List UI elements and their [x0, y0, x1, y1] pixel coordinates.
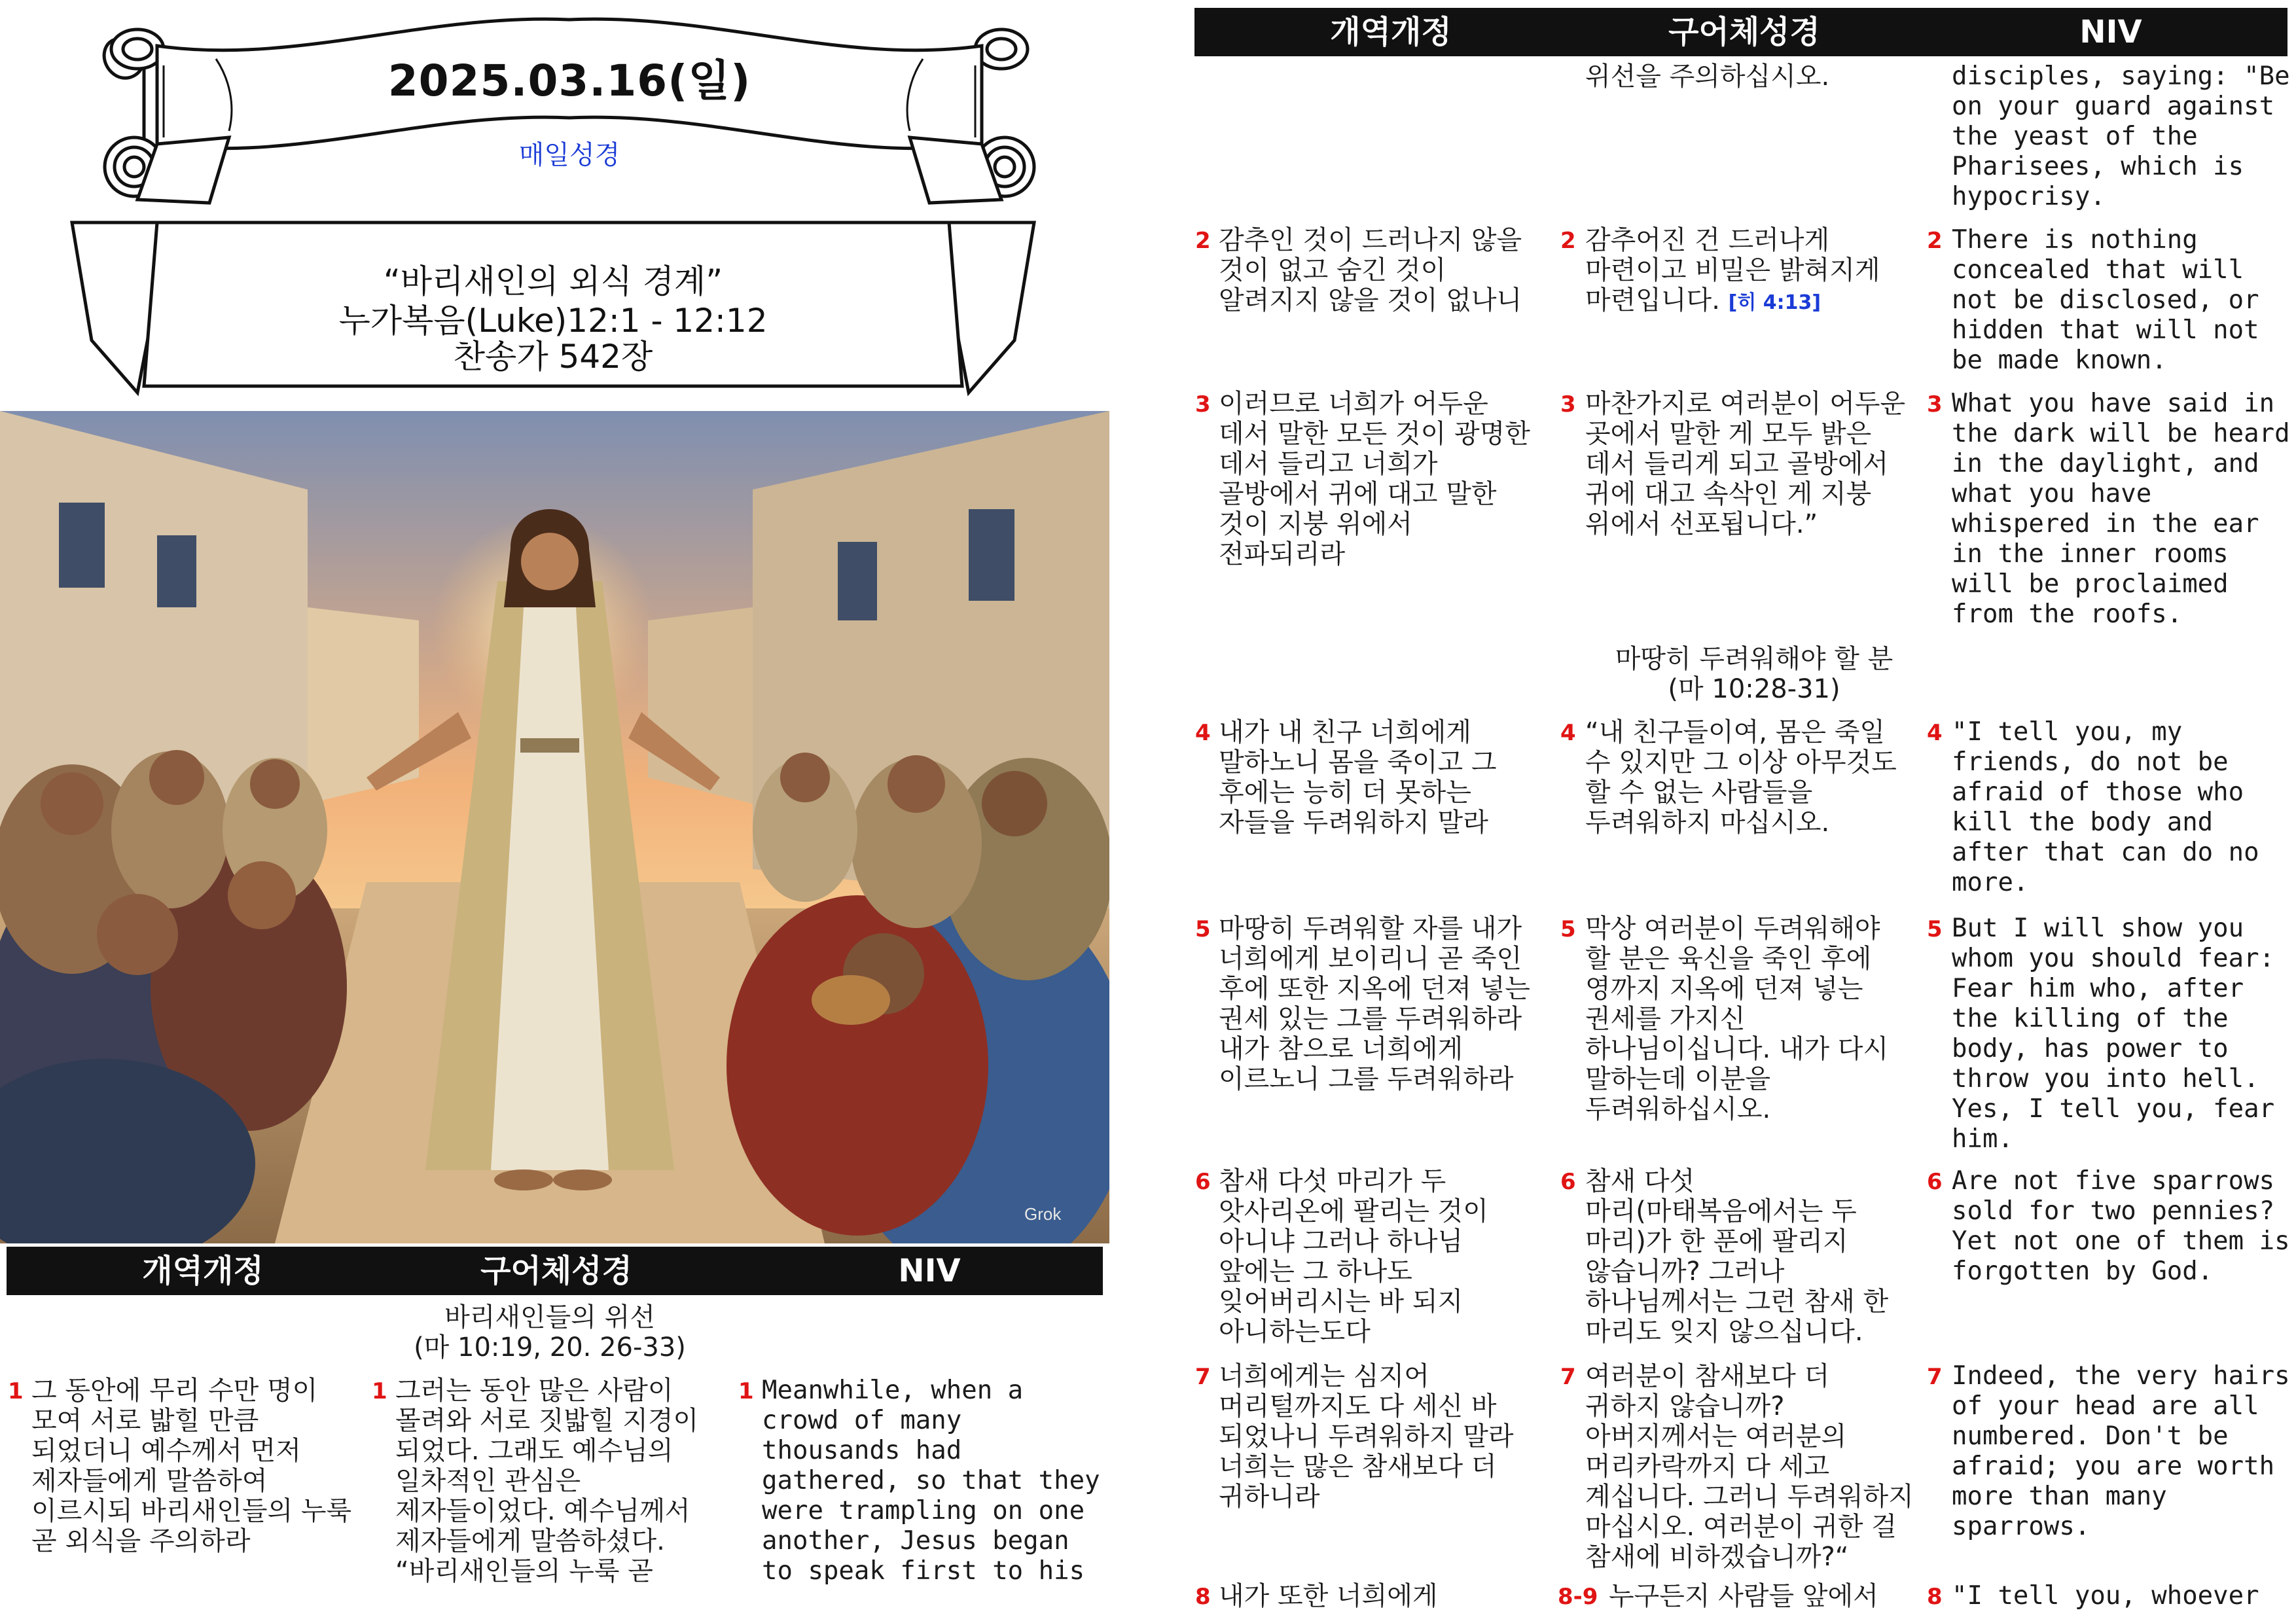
verse-kr: 너희에게는 심지어 머리털까지도 다 세신 바 되었나니 두려워하지 말라 너희는 많은 참새보다 더 귀하니라: [1219, 1361, 1514, 1512]
verse-number: 2: [1560, 228, 1576, 254]
verse-kr: 마땅히 두려워할 자를 내가 너희에게 보이리니 곧 죽인 후에 또한 지옥에 던져 넣는 권세 있는 그를 두려워하라 내가 참으로 너희에게 이르노니 그를 두려워하라: [1219, 914, 1530, 1094]
verse-niv: There is nothing concealed that will not be disclosed, or hidden that will not be made known.: [1952, 225, 2259, 375]
section-title: 바리새인들의 위선 (마 10:19, 20. 26-33): [414, 1302, 686, 1363]
column-header-niv: NIV: [2079, 14, 2142, 50]
brand-label: 매일성경: [518, 140, 620, 170]
verse-number: 1: [8, 1378, 24, 1404]
verse-number: 2: [1195, 228, 1211, 254]
verse-colloquial: 마찬가지로 여러분이 어두운 곳에서 말한 게 모두 밝은 데서 들리게 되고 골방에서 귀에 대고 속삭인 게 지붕 위에서 선포됩니다.”: [1585, 389, 1906, 539]
verse-niv: What you have said in the dark will be heard in the daylight, and what you have whispered in the ear in the inner rooms will be proclaimed from the roofs.: [1952, 389, 2290, 629]
verse-kr: 내가 내 친구 너희에게 말하노니 몸을 죽이고 그 후에는 능히 더 못하는 자들을 두려워하지 말라: [1219, 717, 1497, 838]
section-title: 마땅히 두려워해야 할 분 (마 10:28-31): [1615, 644, 1893, 704]
verse-colloquial-text: 감추어진 건 드러나게 마련이고 비밀은 밝혀지게 마련입니다.: [1585, 225, 1880, 315]
verse-colloquial: 누구든지 사람들 앞에서: [1609, 1581, 1878, 1611]
verse-number: 4: [1927, 720, 1943, 746]
verse-number: 8-9: [1558, 1584, 1598, 1610]
verse-number: 6: [1195, 1169, 1211, 1195]
verse-number: 6: [1560, 1169, 1576, 1195]
verse-number: 3: [1927, 391, 1943, 418]
verse-number: 8: [1195, 1584, 1211, 1610]
verse-colloquial: 위선을 주의하십시오.: [1585, 62, 1830, 92]
verse-number: 8: [1927, 1584, 1943, 1610]
verse-niv: Indeed, the very hairs of your head are all numbered. Don't be afraid; you are worth more than many sparrows.: [1952, 1361, 2290, 1541]
verse-number: 7: [1927, 1364, 1943, 1390]
verse-number: 5: [1195, 916, 1211, 942]
verse-colloquial: 여러분이 참새보다 더 귀하지 않습니까? 아버지께서는 여러분의 머리카락까지 다 세고 계십니다. 그러니 두려워하지 마십시오. 여러분이 귀한 걸 참새에 비하겠습니까?“: [1585, 1361, 1914, 1572]
verse-number: 4: [1560, 720, 1576, 746]
verse-colloquial: 그러는 동안 많은 사람이 몰려와 서로 짓밟힐 지경이 되었다. 그래도 예수님의 일차적인 관심은 제자들이었다. 예수님께서 제자들에게 말씀하셨다. “바리새인들의 누룩 곧: [395, 1376, 699, 1586]
verse-niv: But I will show you whom you should fear: Fear him who, after the killing of the body, has power to throw you into hell. Yes, I tell you, fear him.: [1952, 914, 2275, 1154]
verse-number: 6: [1927, 1169, 1943, 1195]
verse-colloquial: 막상 여러분이 두려워해야 할 분은 육신을 죽인 후에 영까지 지옥에 던져 넣는 권세를 가지신 하나님이십니다. 내가 다시 말하는데 이분을 두려워하십시오.: [1585, 914, 1889, 1124]
theme-line: “바리새인의 외식 경계”: [383, 262, 723, 300]
verse-number: 2: [1927, 228, 1943, 254]
verse-number: 5: [1927, 916, 1943, 942]
verse-niv: disciples, saying: "Be on your guard against the yeast of the Pharisees, which is hypocrisy.: [1952, 62, 2290, 211]
date-title: 2025.03.16(일): [387, 56, 751, 106]
cross-reference: [히 4:13]: [1728, 291, 1821, 314]
column-header-bar-right: [1194, 8, 2287, 56]
verse-niv: Meanwhile, when a crowd of many thousands had gathered, so that they were trampling on one another, Jesus began to speak first to his: [762, 1376, 1100, 1586]
verse-kr: 내가 또한 너희에게: [1219, 1581, 1438, 1611]
verse-number: 4: [1195, 720, 1211, 746]
column-header-colloquial: 구어체성경: [1668, 14, 1820, 50]
verse-number: 3: [1560, 391, 1576, 418]
jesus-teaching-illustration: [0, 411, 1109, 1243]
verse-number: 7: [1195, 1364, 1211, 1390]
verse-number: 3: [1195, 391, 1211, 418]
verse-kr: 그 동안에 무리 수만 명이 모여 서로 밟힐 만큼 되었더니 예수께서 먼저 제자들에게 말씀하여 이르시되 바리새인들의 누룩 곧 외식을 주의하라: [31, 1376, 352, 1556]
verse-number: 7: [1560, 1364, 1576, 1390]
verse-colloquial: “내 친구들이여, 몸은 죽일 수 있지만 그 이상 아무것도 할 수 없는 사람들을 두려워하지 마십시오.: [1585, 717, 1897, 838]
column-header-colloquial: 구어체성경: [480, 1253, 632, 1289]
verse-number: 1: [738, 1378, 754, 1404]
watermark-label: Grok: [1024, 1204, 1062, 1224]
verse-kr: 참새 다섯 마리가 두 앗사리온에 팔리는 것이 아니냐 그러나 하나님 앞에는 그 하나도 잊어버리시는 바 되지 아니하는도다: [1219, 1166, 1488, 1347]
hymn-line: 찬송가 542장: [453, 338, 653, 376]
column-header-kr: 개역개정: [142, 1253, 264, 1289]
column-header-kr: 개역개정: [1330, 14, 1452, 50]
verse-colloquial: [1585, 225, 1926, 318]
verse-kr: 이러므로 너희가 어두운 데서 말한 모든 것이 광명한 데서 들리고 너희가 골방에서 귀에 대고 말한 것이 지붕 위에서 전파되리라: [1219, 389, 1530, 569]
verse-niv: "I tell you, whoever: [1952, 1581, 2259, 1611]
passage-line: 누가복음(Luke)12:1 - 12:12: [338, 302, 768, 340]
verse-number: 1: [372, 1378, 387, 1404]
verse-niv: Are not five sparrows sold for two pennies? Yet not one of them is forgotten by God.: [1952, 1166, 2290, 1286]
verse-colloquial: 참새 다섯 마리(마태복음에서는 두 마리)가 한 푼에 팔리지 않습니까? 그러나 하나님께서는 그런 참새 한 마리도 잊지 않으십니다.: [1585, 1166, 1889, 1347]
verse-number: 5: [1560, 916, 1576, 942]
verse-niv: "I tell you, my friends, do not be afraid of those who kill the body and after that can do no more.: [1952, 717, 2259, 897]
verse-kr: 감추인 것이 드러나지 않을 것이 없고 숨긴 것이 알려지지 않을 것이 없나니: [1219, 225, 1522, 315]
column-header-niv: NIV: [898, 1253, 961, 1289]
scroll-banner: [98, 13, 1041, 209]
column-header-bar-left: [7, 1247, 1103, 1295]
